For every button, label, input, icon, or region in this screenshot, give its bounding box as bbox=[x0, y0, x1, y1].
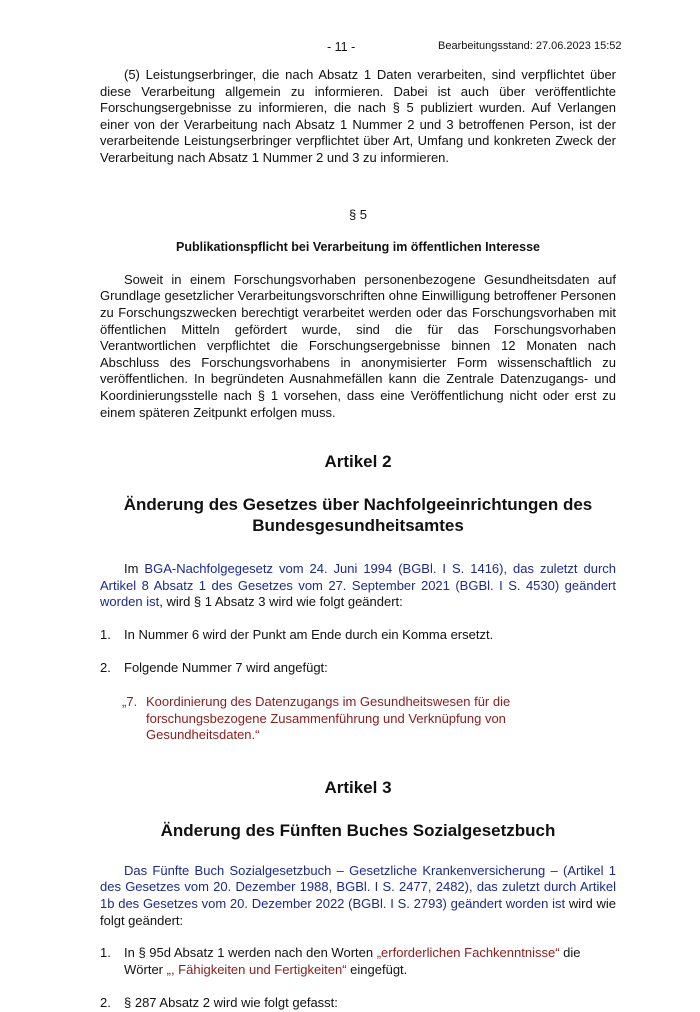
list-text: In Nummer 6 wird der Punkt am Ende durch ein Komma ersetzt. bbox=[124, 626, 494, 642]
intro-post: wird wie folgt geändert: bbox=[100, 896, 616, 928]
list-number: 1. bbox=[100, 945, 111, 961]
item-mid: die Wörter bbox=[124, 945, 581, 977]
amendment-text bbox=[100, 694, 616, 744]
quoted-term: „erforderlichen Fachkenntnisse“ bbox=[376, 945, 560, 961]
intro-pre: Im bbox=[124, 561, 145, 577]
article-3-number: Artikel 3 bbox=[324, 777, 392, 797]
list-text: Folgende Nummer 7 wird angefügt: bbox=[124, 660, 328, 676]
document-body bbox=[100, 67, 616, 1012]
list-number: 2. bbox=[100, 995, 111, 1011]
quoted-term: „, Fähigkeiten und Fertigkeiten“ bbox=[166, 961, 347, 977]
law-reference-link: BGA-Nachfolgegesetz vom 24. Juni 1994 (BGBl. I S. 1416), das zuletzt durch Artikel 8 Absatz 1 des Gesetzes vom 27. September 2021 (BGBl. I S. 4530) geändert worden ist bbox=[100, 561, 616, 610]
list-text: § 287 Absatz 2 wird wie folgt gefasst: bbox=[124, 995, 338, 1011]
page-number: - 11 - bbox=[327, 40, 356, 54]
item-post: eingefügt. bbox=[346, 961, 408, 977]
article-3-title: Änderung des Fünften Buches Sozialgesetzbuch bbox=[160, 820, 556, 840]
list-item bbox=[100, 945, 616, 978]
article-2-intro bbox=[100, 561, 616, 611]
section-sign: § 5 bbox=[348, 206, 368, 222]
list-item bbox=[100, 627, 616, 644]
article-3-intro bbox=[100, 863, 616, 929]
list-number: 2. bbox=[100, 660, 111, 676]
amendment-body: Koordinierung des Datenzugangs im Gesundheitswesen für die forschungsbezogene Zusammenführung und Verknüpfung von Gesundheitsdaten.“ bbox=[146, 694, 511, 743]
amendment-number: „7. bbox=[122, 694, 138, 710]
article-2-number: Artikel 2 bbox=[324, 452, 392, 472]
list-item bbox=[100, 660, 616, 677]
edit-status: Bearbeitungsstand: 27.06.2023 15:52 bbox=[438, 40, 622, 52]
list-item bbox=[100, 995, 616, 1012]
paragraph-5: (5) Leistungserbringer, die nach Absatz 1 Daten verarbeiten, sind verpflichtet über diese Verarbeitung allgemein zu informieren. Dabei ist auch über veröffentlichte Forschungsergebnisse zu informieren, die nach § 5 publiziert wurden. Auf Verlangen einer von der Verarbeitung nach Absatz 1 Nummer 2 und 3 betroffenen Person, ist der verarbeitende Leistungserbringer verpflichtet über Art, Umfang und konkreten Zweck der Verarbeitung nach Absatz 1 Nummer 2 und 3 zu informieren. bbox=[100, 67, 616, 165]
item-pre: In § 95d Absatz 1 werden nach den Worten bbox=[124, 945, 377, 961]
article-2-title: Änderung des Gesetzes über Nachfolgeeinrichtungen des Bundesgesundheitsamtes bbox=[123, 495, 593, 536]
section-body: Soweit in einem Forschungsvorhaben personenbezogene Gesundheitsdaten auf Grundlage gesetzlicher Verarbeitungsvorschriften ohne Einwilligung betroffener Personen zu Forschungszwecken berechtigt verarbeitet werden oder das Forschungsvorhaben mit öffentlichen Mitteln gefördert wurde, sind die für das Forschungsvorhaben Verantwortlichen verpflichtet die Forschungsergebnisse binnen 12 Monaten nach Abschluss des Forschungsvorhabens in anonymisierter Form wissenschaftlich zu veröffentlichen. In begründeten Ausnahmefällen kann die Zentrale Datenzugangs- und Koordinierungsstelle nach § 1 vorsehen, dass eine Veröffentlichung nicht oder erst zu einem späteren Zeitpunkt erfolgen muss. bbox=[100, 271, 616, 420]
section-title: Publikationspflicht bei Verarbeitung im öffentlichen Interesse bbox=[176, 240, 540, 255]
law-reference-link: Das Fünfte Buch Sozialgesetzbuch – Gesetzliche Krankenversicherung – (Artikel 1 des Gesetzes vom 20. Dezember 1988, BGBl. I S. 2477, 2482), das zuletzt durch Artikel 1b des Gesetzes vom 20. Dezember 2022 (BGBl. I S. 2793) geändert worden ist bbox=[100, 862, 616, 912]
intro-post: , wird § 1 Absatz 3 wird wie folgt geändert: bbox=[159, 594, 403, 610]
list-number: 1. bbox=[100, 626, 111, 642]
